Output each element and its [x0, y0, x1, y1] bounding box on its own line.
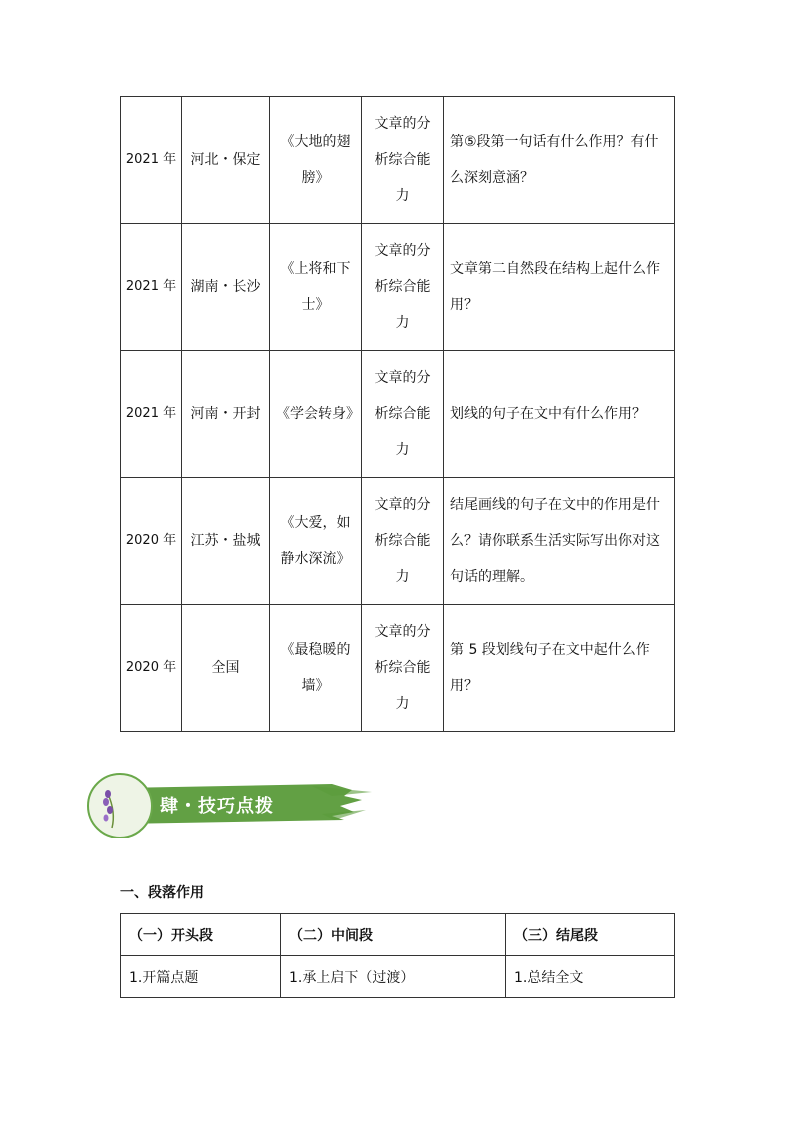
banner-title: 肆・技巧点拨	[160, 796, 274, 817]
question-cell: 第⑤段第一句话有什么作用？有什么深刻意涵？	[444, 97, 675, 224]
article-title-cell: 《大爱，如静水深流》	[270, 478, 362, 605]
table-row	[121, 351, 675, 478]
ability-cell: 文章的分析综合能力	[362, 605, 444, 732]
column-header: （二）中间段	[281, 914, 506, 956]
table-cell: 1.总结全文	[506, 956, 675, 998]
year-cell: 2021 年	[121, 351, 182, 478]
column-header: （三）结尾段	[506, 914, 675, 956]
table-cell: 1.开篇点题	[121, 956, 281, 998]
table-row	[121, 97, 675, 224]
year-cell: 2021 年	[121, 224, 182, 351]
question-cell: 结尾画线的句子在文中的作用是什么？请你联系生活实际写出你对这句话的理解。	[444, 478, 675, 605]
lavender-flower-icon	[88, 774, 152, 838]
table-cell: 1.承上启下（过渡）	[281, 956, 506, 998]
exam-question-table	[120, 96, 675, 732]
year-cell: 2021 年	[121, 97, 182, 224]
table-row	[121, 224, 675, 351]
ability-cell: 文章的分析综合能力	[362, 478, 444, 605]
table-row	[121, 605, 675, 732]
ability-cell: 文章的分析综合能力	[362, 97, 444, 224]
region-cell: 河南・开封	[182, 351, 270, 478]
section-title: 一、段落作用	[120, 885, 204, 901]
region-cell: 全国	[182, 605, 270, 732]
table-row	[121, 478, 675, 605]
table-header-row	[121, 914, 675, 956]
question-cell: 文章第二自然段在结构上起什么作用？	[444, 224, 675, 351]
article-title-cell: 《上将和下士》	[270, 224, 362, 351]
paragraph-function-table	[120, 913, 675, 998]
region-cell: 河北・保定	[182, 97, 270, 224]
region-cell: 江苏・盐城	[182, 478, 270, 605]
table-row	[121, 956, 675, 998]
year-cell: 2020 年	[121, 478, 182, 605]
article-title-cell: 《大地的翅膀》	[270, 97, 362, 224]
region-cell: 湖南・长沙	[182, 224, 270, 351]
column-header: （一）开头段	[121, 914, 281, 956]
ability-cell: 文章的分析综合能力	[362, 224, 444, 351]
article-title-cell: 《最稳暖的墙》	[270, 605, 362, 732]
question-cell: 划线的句子在文中有什么作用？	[444, 351, 675, 478]
ability-cell: 文章的分析综合能力	[362, 351, 444, 478]
article-title-cell: 《学会转身》	[270, 351, 362, 478]
year-cell: 2020 年	[121, 605, 182, 732]
question-cell: 第 5 段划线句子在文中起什么作用？	[444, 605, 675, 732]
